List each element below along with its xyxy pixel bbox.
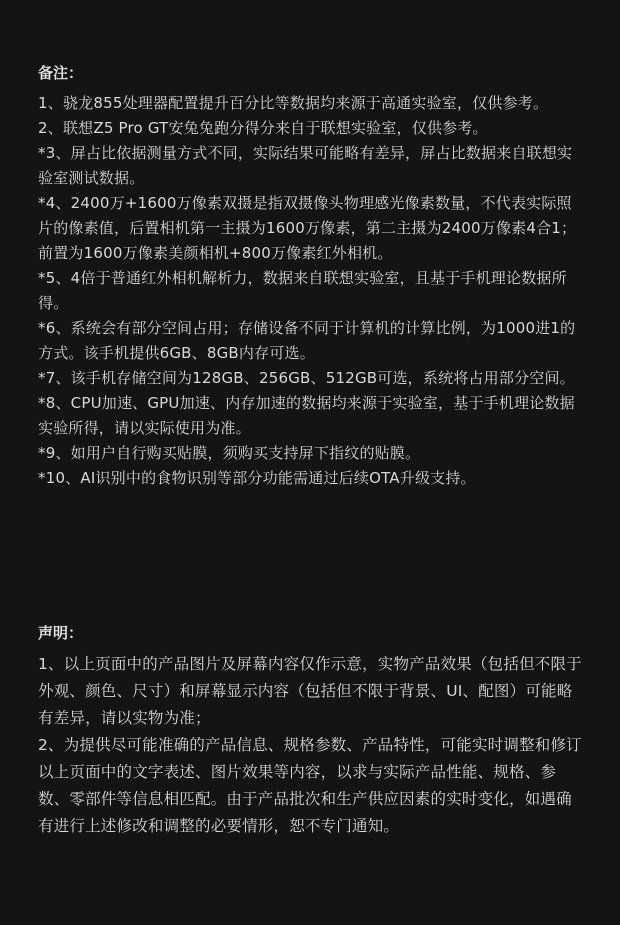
note-item-4: *4、2400万+1600万像素双摄是指双摄像头物理感光像素数量，不代表实际照片的像素值，后置相机第一主摄为1600万像素，第二主摄为2400万像素4合1；前置为1600万像素美颜相机+800万像素红外相机。 <box>38 194 577 262</box>
note-item-6: *6、系统会有部分空间占用；存储设备不同于计算机的计算比例，为1000进1的方式。该手机提供6GB、8GB内存可选。 <box>38 319 576 362</box>
disclaimer-item-2: 2、为提供尽可能准确的产品信息、规格参数、产品特性，可能实时调整和修订以上页面中的文字表述、图片效果等内容，以求与实际产品性能、规格、参数、零部件等信息相匹配。由于产品批次和生产供应因素的实时变化，如遇确有进行上述修改和调整的必要情形，恕不专门通知。 <box>38 736 582 835</box>
note-item-3: *3、屏占比依据测量方式不同，实际结果可能略有差异，屏占比数据来自联想实验室测试数据。 <box>38 144 573 187</box>
note-item-2: 2、联想Z5 Pro GT安兔兔跑分得分来自于联想实验室，仅供参考。 <box>38 119 488 137</box>
notes-heading: 备注： <box>38 64 84 82</box>
note-item-1: 1、骁龙855处理器配置提升百分比等数据均来源于高通实验室，仅供参考。 <box>38 94 549 112</box>
note-item-8: *8、CPU加速、GPU加速、内存加速的数据均来源于实验室，基于手机理论数据实验所得，请以实际使用为准。 <box>38 394 575 437</box>
disclaimer-item-1: 1、以上页面中的产品图片及屏幕内容仅作示意，实物产品效果（包括但不限于外观、颜色、尺寸）和屏幕显示内容（包括但不限于背景、UI、配图）可能略有差异，请以实物为准； <box>38 655 582 727</box>
note-item-9: *9、如用户自行购买贴膜，须购买支持屏下指纹的贴膜。 <box>38 444 421 462</box>
disclaimer-section <box>38 623 586 840</box>
note-item-7: *7、该手机存储空间为128GB、256GB、512GB可选，系统将占用部分空间。 <box>38 369 575 387</box>
notes-section <box>38 63 586 491</box>
disclaimer-heading: 声明： <box>38 624 84 642</box>
note-item-5: *5、4倍于普通红外相机解析力，数据来自联想实验室，且基于手机理论数据所得。 <box>38 269 567 312</box>
note-item-10: *10、AI识别中的食物识别等部分功能需通过后续OTA升级支持。 <box>38 469 476 487</box>
